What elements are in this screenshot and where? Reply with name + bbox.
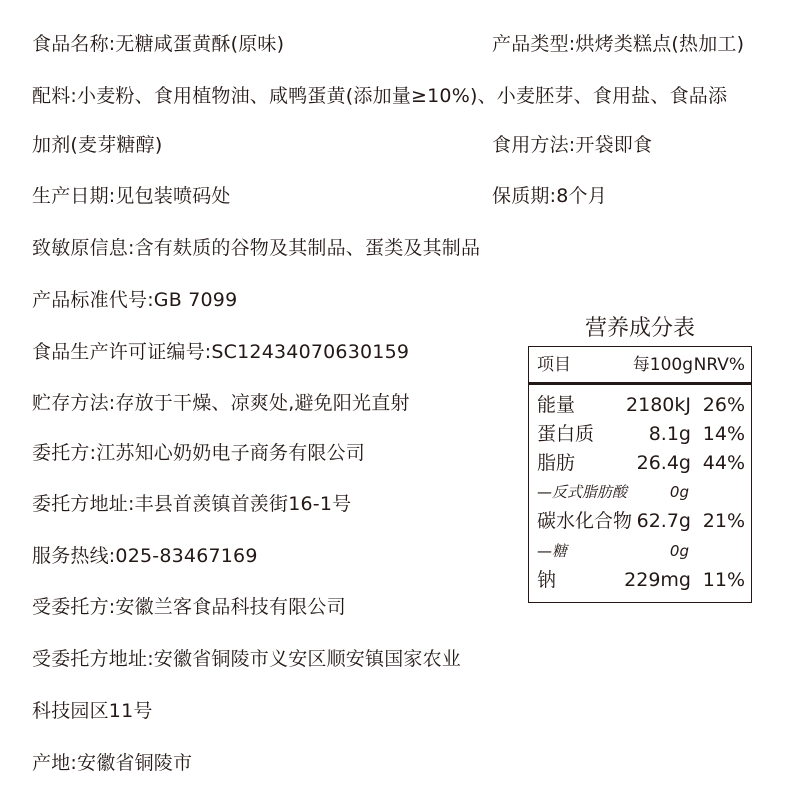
nutrient-name: 脂肪 [537, 452, 576, 474]
nutrient-amount: 0g [669, 483, 689, 501]
nutrient-nrv: 21% [702, 510, 745, 532]
nutrient-nrv: 14% [702, 423, 745, 445]
nutrient-name: —反式脂肪酸 [537, 483, 628, 501]
nutrient-amount: 229mg [624, 569, 691, 591]
nutrient-amount: 2180kJ [626, 394, 691, 416]
entrusting-party: 委托方:江苏知心奶奶电子商务有限公司 [32, 442, 366, 464]
origin: 产地:安徽省铜陵市 [32, 752, 193, 774]
nutrition-table [528, 346, 752, 603]
entrusted-address-line-1: 受委托方地址:安徽省铜陵市义安区顺安镇国家农业 [32, 648, 462, 670]
entrusted-address-line-2: 科技园区11号 [32, 700, 153, 722]
entrusted-party: 受委托方:安徽兰客食品科技有限公司 [32, 596, 346, 618]
header-amount: 每100g [632, 355, 693, 375]
header-nrv: NRV% [693, 355, 745, 375]
nutrient-name: 蛋白质 [537, 423, 595, 445]
nutrient-name: 碳水化合物 [537, 510, 633, 532]
product-name: 食品名称:无糖咸蛋黄酥(原味) [32, 33, 285, 55]
header-item: 项目 [537, 355, 571, 375]
shelf-life: 保质期:8个月 [492, 185, 607, 207]
production-license: 食品生产许可证编号:SC12434070630159 [32, 341, 410, 363]
nutrient-amount: 0g [669, 542, 689, 560]
storage-method: 贮存方法:存放于干燥、凉爽处,避免阳光直射 [32, 392, 410, 414]
nutrient-nrv: 44% [702, 452, 745, 474]
nutrition-table-title: 营养成分表 [584, 316, 695, 341]
standard-code: 产品标准代号:GB 7099 [32, 289, 238, 311]
allergen-info: 致敏原信息:含有麸质的谷物及其制品、蛋类及其制品 [32, 237, 481, 259]
production-date: 生产日期:见包装喷码处 [32, 185, 231, 207]
nutrient-amount: 8.1g [648, 423, 691, 445]
nutrient-amount: 62.7g [636, 510, 691, 532]
nutrient-nrv: 11% [702, 569, 745, 591]
usage: 食用方法:开袋即食 [492, 134, 653, 156]
product-type: 产品类型:烘烤类糕点(热加工) [492, 33, 745, 55]
service-hotline: 服务热线:025-83467169 [32, 545, 258, 567]
nutrient-name: 钠 [537, 569, 557, 591]
nutrient-name: 能量 [537, 394, 576, 416]
entrusting-address: 委托方地址:丰县首羡镇首羡街16-1号 [32, 493, 352, 515]
ingredients-line-2: 加剂(麦芽糖醇) [32, 134, 163, 156]
nutrient-name: —糖 [537, 542, 568, 560]
nutrient-amount: 26.4g [636, 452, 691, 474]
ingredients-line-1: 配料:小麦粉、食用植物油、咸鸭蛋黄(添加量≥10%)、小麦胚芽、食用盐、食品添 [32, 85, 728, 107]
nutrient-nrv: 26% [702, 394, 745, 416]
header-divider [529, 382, 751, 385]
